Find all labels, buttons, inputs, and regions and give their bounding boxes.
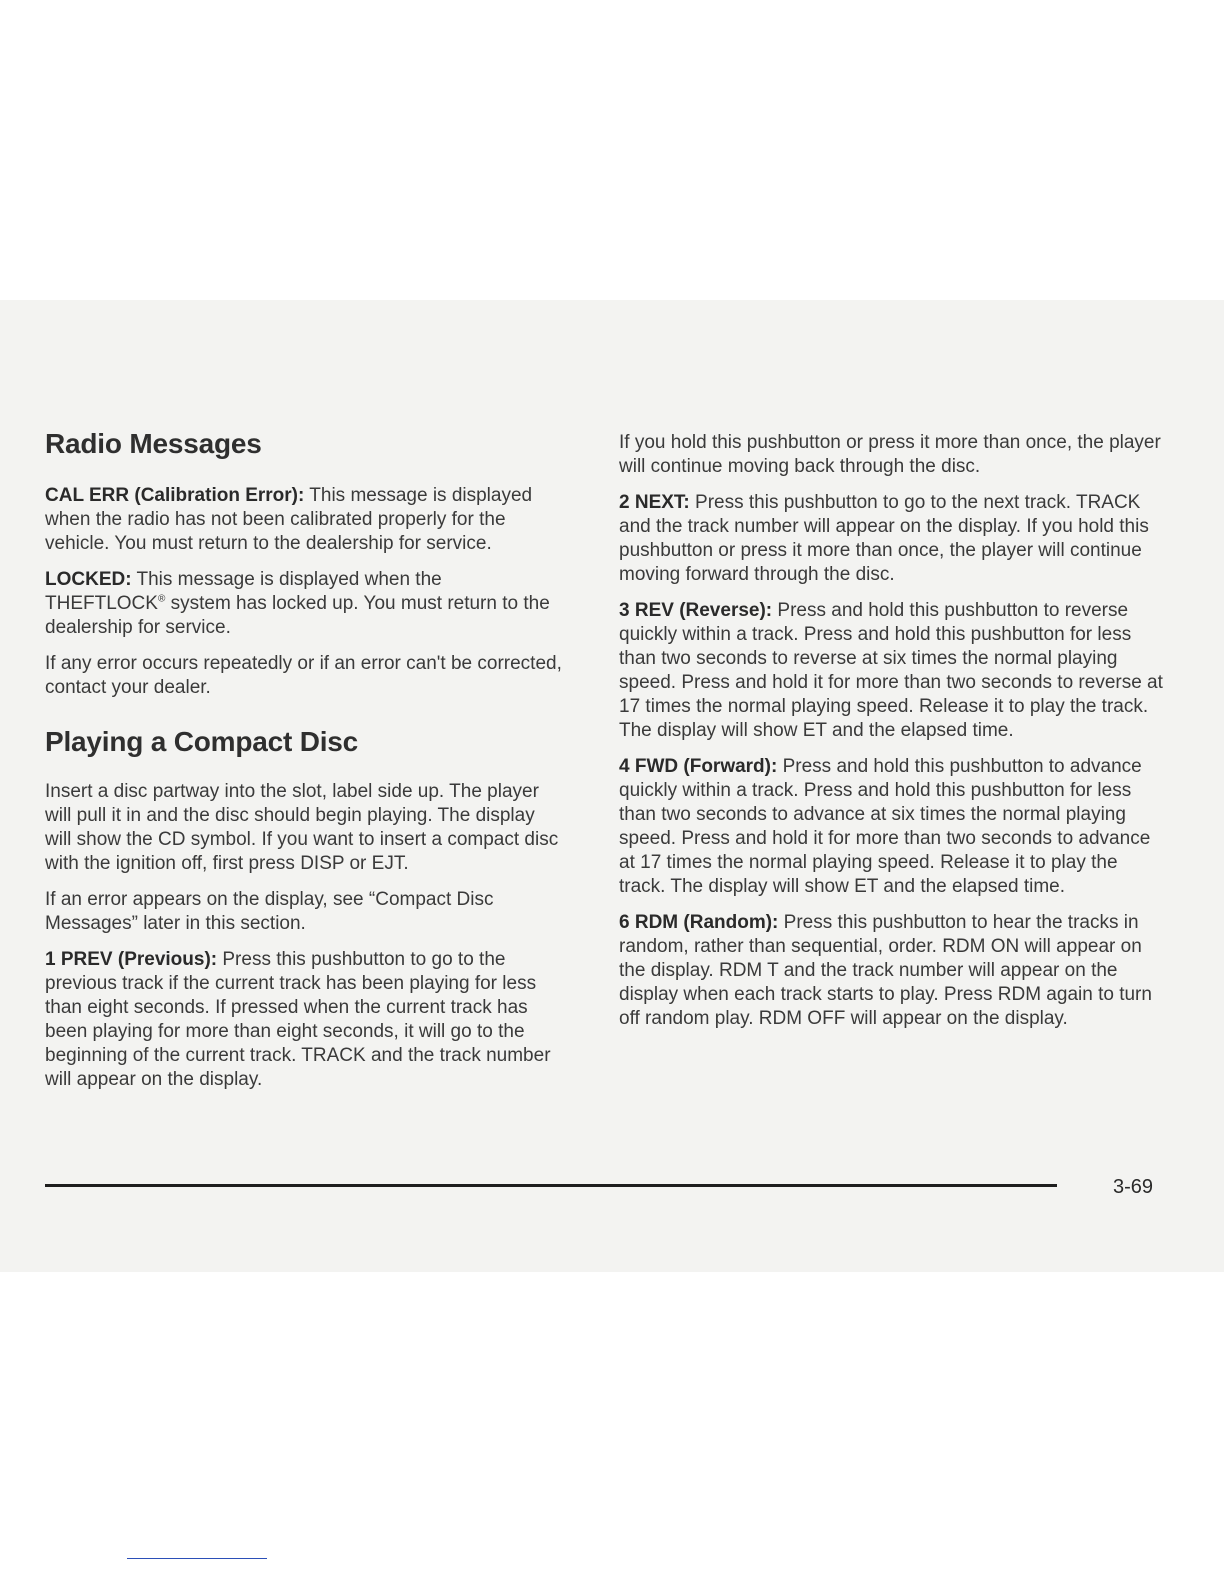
text-prev: Press this pushbutton to go to the previous track if the current track has been playing for less than eight seconds. If pressed when the current track has been playing for more than eight seconds, it will go to the beginning of the current track. TRACK and the track number will appear on the display. bbox=[45, 949, 551, 1090]
term-next: 2 NEXT: bbox=[619, 492, 690, 513]
term-fwd: 4 FWD (Forward): bbox=[619, 756, 778, 777]
text-rev: Press and hold this pushbutton to reverse quickly within a track. Press and hold this pushbutton for less than two seconds to reverse at six times the normal playing speed. Press and hold it for more than two seconds to reverse at 17 times the normal playing speed. Release it to play the track. The display will show ET and the elapsed time. bbox=[619, 600, 1163, 741]
paragraph-error-display: If an error appears on the display, see “Compact Disc Messages” later in this section. bbox=[45, 889, 494, 934]
paragraph-cal-err bbox=[45, 484, 565, 556]
heading-playing-compact-disc: Playing a Compact Disc bbox=[45, 726, 359, 757]
paragraph-rev bbox=[619, 599, 1169, 743]
term-prev: 1 PREV (Previous): bbox=[45, 949, 218, 970]
footer-rule bbox=[45, 1184, 1057, 1187]
paragraph-insert-disc: Insert a disc partway into the slot, label side up. The player will pull it in and the disc should begin playing. The display will show the CD symbol. If you want to insert a compact disc with the ignition off, first press DISP or EJT. bbox=[45, 781, 559, 874]
paragraph-continue: If you hold this pushbutton or press it more than once, the player will continue moving back through the disc. bbox=[619, 432, 1161, 477]
text-locked-after: system has locked up. You must return to the dealership for service. bbox=[45, 593, 550, 638]
term-rdm: 6 RDM (Random): bbox=[619, 912, 779, 933]
paragraph-locked bbox=[45, 568, 565, 640]
page-number: 3-69 bbox=[1113, 1176, 1154, 1198]
paragraph-fwd bbox=[619, 755, 1169, 899]
term-cal-err: CAL ERR (Calibration Error): bbox=[45, 485, 305, 506]
text-cal-err: This message is displayed when the radio has not been calibrated properly for the vehicle. You must return to the dealership for service. bbox=[45, 485, 533, 554]
paragraph-next bbox=[619, 491, 1169, 587]
text-locked-before: This message is displayed when the THEFTLOCK bbox=[45, 569, 442, 614]
heading-radio-messages: Radio Messages bbox=[45, 428, 262, 459]
text-fwd: Press and hold this pushbutton to advance quickly within a track. Press and hold this pushbutton for less than two seconds to advance at six times the normal playing speed. Press and hold it for more than two seconds to advance at 17 times the normal playing speed. Release it to play the track. The display will show ET and the elapsed time. bbox=[619, 756, 1151, 897]
text-next: Press this pushbutton to go to the next track. TRACK and the track number will appear on the display. If you hold this pushbutton or press it more than once, the player will continue moving forward through the disc. bbox=[619, 492, 1149, 585]
left-column bbox=[45, 428, 565, 1104]
paragraph-prev bbox=[45, 948, 565, 1092]
term-locked: LOCKED: bbox=[45, 569, 132, 590]
term-rev: 3 REV (Reverse): bbox=[619, 600, 773, 621]
bottom-link-line bbox=[127, 1558, 267, 1559]
registered-mark: ® bbox=[157, 593, 166, 605]
paragraph-error-repeat: If any error occurs repeatedly or if an error can't be corrected, contact your dealer. bbox=[45, 653, 562, 698]
paragraph-rdm bbox=[619, 911, 1169, 1031]
text-rdm: Press this pushbutton to hear the tracks in random, rather than sequential, order. RDM ON will appear on the display. RDM T and the track number will appear on the display when each track starts to play. Press RDM again to turn off random play. RDM OFF will appear on the display. bbox=[619, 912, 1152, 1029]
right-column bbox=[619, 431, 1169, 1043]
